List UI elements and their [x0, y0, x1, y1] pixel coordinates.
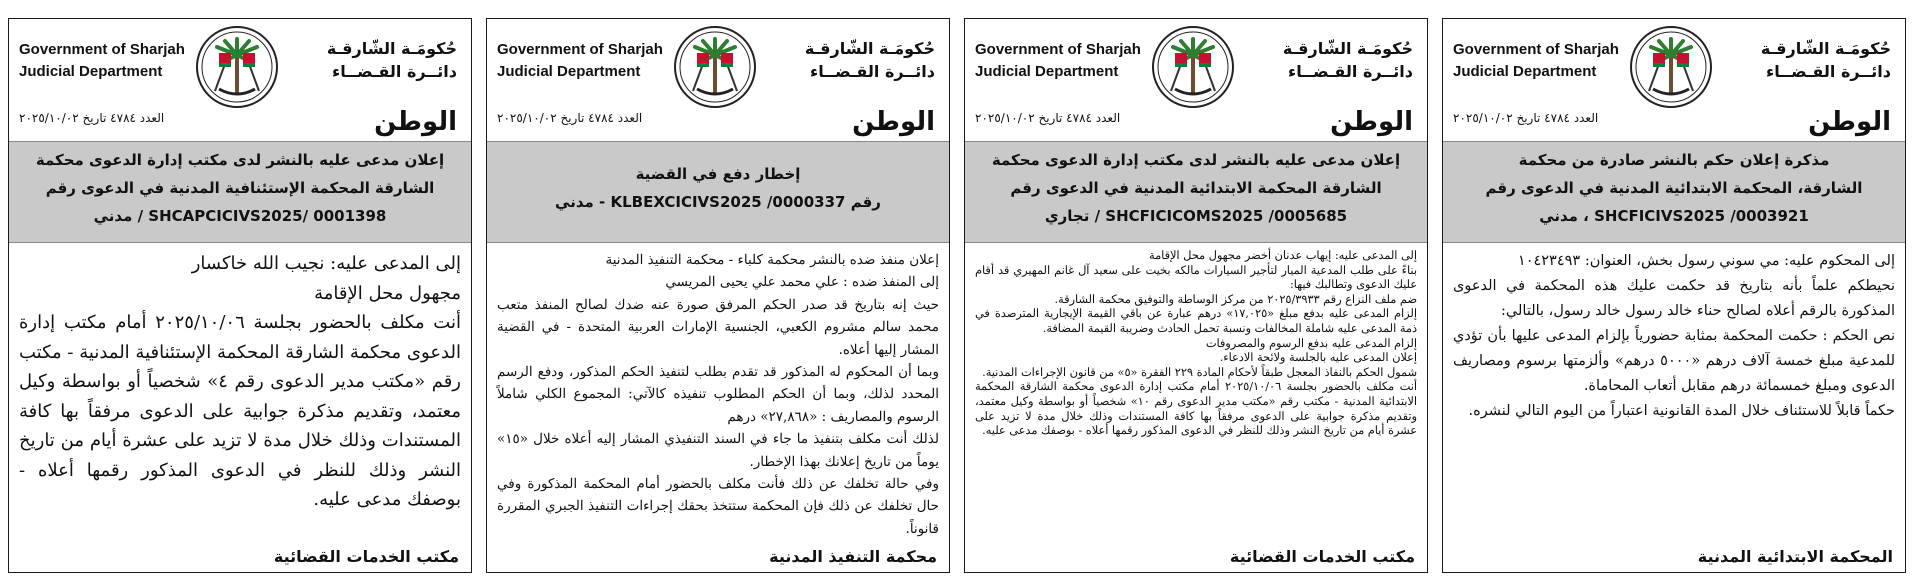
sharjah-emblem-icon — [1151, 25, 1235, 109]
title-line: إعلان مدعى عليه بالنشر لدى مكتب إدارة الدعوى محكمة — [35, 151, 445, 169]
gov-en-line1: Government of Sharjah — [975, 41, 1141, 58]
title-line: SHCAPCICIVS2025/ 0001398 / مدني — [93, 207, 387, 225]
notice-judgment-civil — [1442, 18, 1906, 573]
notice-title — [487, 141, 949, 243]
body-paragraph: مجهول محل الإقامة — [314, 282, 461, 304]
gov-ar-line2: دائــرة القـضــاء — [1288, 62, 1413, 81]
body-paragraph: إعلان المدعى عليه بالجلسة ولائحة الادعاء. — [1219, 351, 1417, 365]
body-paragraph: لذلك أنت مكلف بتنفيذ ما جاء في السند التنفيذي المشار إليه أعلاه خلال «١٥» يوماً من تاريخ إعلانك بهذا الإخطار. — [497, 431, 939, 470]
gov-en-line2: Judicial Department — [975, 63, 1119, 80]
title-line: SHCFICICOMS2025 /0005685 / تجاري — [1044, 207, 1348, 225]
notice-title — [1443, 141, 1905, 243]
title-line: رقم KLBEXCICIVS2025 /0000337 - مدني — [555, 193, 881, 211]
title-line: إخطار دفع في القضية — [635, 165, 801, 183]
gov-en-line2: Judicial Department — [1453, 63, 1597, 80]
gov-name-en — [19, 39, 185, 83]
notice-footer-signature: المحكمة الابتدائية المدنية — [1697, 547, 1893, 566]
body-paragraph: وفي حالة تخلفك عن ذلك فأنت مكلف بالحضور أمام المحكمة المذكورة وفي حال تخلفك عن ذلك فإن المحكمة ستتخذ بحقك إجراءات التنفيذ الجبري المقررة قانوناً. — [497, 476, 939, 537]
newspaper-brand: الوطن — [852, 107, 935, 137]
issue-number: العدد ٤٧٨٤ تاريخ ٢٠٢٥/١٠/٠٢ — [1453, 111, 1599, 125]
title-line: الشارقة المحكمة الإستئنافية المدنية في الدعوى رقم — [45, 179, 435, 197]
notice-title — [9, 141, 471, 243]
notice-commercial-case — [964, 18, 1428, 573]
gov-name-en — [497, 39, 663, 83]
notice-body — [9, 243, 471, 515]
body-paragraph: نص الحكم : حكمت المحكمة بمثابة حضورياً بإلزام المدعى عليها بأن تؤدي للمدعية مبلغ خمسة آلاف درهم «٥٠٠٠ درهم» وألزمتها برسوم ومصاريف الدعوى ومبلغ خمسمائة درهم مقابل أتعاب المحاماة. — [1453, 328, 1895, 394]
gov-name-en — [975, 39, 1141, 83]
gov-name-ar — [1283, 37, 1413, 83]
sharjah-emblem-icon — [195, 25, 279, 109]
body-paragraph: بناءً على طلب المدعية الميار لتأجير السيارات مالكه بخيت على سعيد آل غانم المهيري قد أقام عليك الدعوى وتطالبك فيها: — [975, 263, 1417, 292]
gov-en-line1: Government of Sharjah — [497, 41, 663, 58]
notice-body — [965, 243, 1427, 439]
gov-name-ar — [1761, 37, 1891, 83]
sharjah-emblem-icon — [1629, 25, 1713, 109]
newspaper-brand: الوطن — [1330, 107, 1413, 137]
gov-en-line1: Government of Sharjah — [1453, 41, 1619, 58]
body-paragraph: نحيطكم علماً بأنه بتاريخ قد حكمت عليك هذه المحكمة في الدعوى المذكورة بالرقم أعلاه لصالح حناء خالد رسول خالد رسول، بالتالي: — [1453, 278, 1895, 319]
body-paragraph: أنت مكلف بالحضور بجلسة ٢٠٢٥/١٠/٠٦ أمام مكتب إدارة الدعوى محكمة الشارقة المحكمة الإستئنافية المدنية - مكتب رقم «مكتب مدير الدعوى رقم ٤» شخصياً أو بواسطة وكيل معتمد، وتقديم مذكرة جوابية على الدعوى مرفقاً بها كافة المستندات وذلك خلال مدة لا تزيد على عشرة أيام من تاريخ النشر وذلك للنظر في الدعوى المذكور رقمها أعلاه - بوصفك مدعى عليه. — [19, 312, 461, 510]
notice-header — [9, 19, 471, 141]
gov-name-ar — [805, 37, 935, 83]
notice-appeal-court — [8, 18, 472, 573]
body-paragraph: إلى المدعى عليه: نجيب الله خاكسار — [191, 253, 461, 274]
issue-number: العدد ٤٧٨٤ تاريخ ٢٠٢٥/١٠/٠٢ — [975, 111, 1121, 125]
issue-number: العدد ٤٧٨٤ تاريخ ٢٠٢٥/١٠/٠٢ — [19, 111, 165, 125]
gov-en-line2: Judicial Department — [497, 63, 641, 80]
gov-ar-line2: دائــرة القـضــاء — [1766, 62, 1891, 81]
body-paragraph: شمول الحكم بالنفاذ المعجل طبقاً لأحكام المادة ٢٢٩ الفقرة «٥» من قانون الإجراءات المدنية. — [982, 365, 1417, 379]
title-line: مذكرة إعلان حكم بالنشر صادرة من محكمة — [1518, 151, 1830, 169]
gov-en-line2: Judicial Department — [19, 63, 163, 80]
notice-header — [487, 19, 949, 141]
gov-name-ar — [327, 37, 457, 83]
body-paragraph: إلى المحكوم عليه: مي سوني رسول بخش، العنوان: ١٠٤٢٣٤٩٣ — [1517, 253, 1895, 269]
body-paragraph: إلى المدعى عليه: إيهاب عدنان أخضر مجهول محل الإقامة — [1149, 249, 1417, 262]
issue-number: العدد ٤٧٨٤ تاريخ ٢٠٢٥/١٠/٠٢ — [497, 111, 643, 125]
body-paragraph: حكماً قابلاً للاستئناف خلال المدة القانونية اعتباراً من اليوم التالي لنشره. — [1468, 403, 1895, 419]
notice-body — [1443, 243, 1905, 424]
newspaper-brand: الوطن — [1808, 107, 1891, 137]
gov-ar-line1: حُكومَـة الشّارقـة — [1760, 39, 1891, 58]
title-line: الشارقة، المحكمة الابتدائية المدنية في الدعوى رقم — [1485, 179, 1863, 197]
body-paragraph: إلزام المدعى عليه بدفع الرسوم والمصروفات — [1205, 336, 1417, 350]
gov-ar-line1: حُكومَـة الشّارقـة — [1282, 39, 1413, 58]
notice-footer-signature: مكتب الخدمات القضائية — [273, 547, 459, 566]
notice-footer-signature: محكمة التنفيذ المدنية — [769, 547, 937, 566]
sharjah-emblem-icon — [673, 25, 757, 109]
title-line: إعلان مدعى عليه بالنشر لدى مكتب إدارة الدعوى محكمة — [991, 151, 1401, 169]
body-paragraph: ضم ملف النزاع رقم ٢٠٢٥/٣٩٣٣ من مركز الوساطة والتوفيق محكمة الشارقة. — [1054, 292, 1417, 306]
notice-execution-court — [486, 18, 950, 573]
notice-header — [1443, 19, 1905, 141]
gov-ar-line2: دائــرة القـضــاء — [332, 62, 457, 81]
newspaper-brand: الوطن — [374, 107, 457, 137]
gov-ar-line1: حُكومَـة الشّارقـة — [804, 39, 935, 58]
gov-name-en — [1453, 39, 1619, 83]
body-paragraph: وبما أن المحكوم له المذكور قد تقدم بطلب لتنفيذ الحكم المذكور، ودفع الرسم المحدد لذلك، وبما أن الحكم المطلوب تنفيذه كالآتي: المجموع الكلي شاملاً الرسوم والمصاريف : «٢٧,٨٦٨» درهم — [497, 364, 939, 425]
title-line: الشارقة المحكمة الابتدائية المدنية في الدعوى رقم — [1010, 179, 1382, 197]
notice-title — [965, 141, 1427, 243]
notice-body — [487, 243, 949, 540]
gov-ar-line1: حُكومَـة الشّارقـة — [326, 39, 457, 58]
body-paragraph: إعلان منفذ ضده بالنشر محكمة كلباء - محكمة التنفيذ المدنية — [605, 252, 939, 268]
gov-en-line1: Government of Sharjah — [19, 41, 185, 58]
title-line: SHCFICIVS2025 /0003921 ، مدني — [1539, 207, 1809, 225]
notice-footer-signature: مكتب الخدمات القضائية — [1229, 547, 1415, 566]
notice-header — [965, 19, 1427, 141]
body-paragraph: أنت مكلف بالحضور بجلسة ٢٠٢٥/١٠/٠٦ أمام مكتب إدارة الدعوى محكمة الشارقة المحكمة الابتدائية المدنية - مكتب رقم «مكتب مدير الدعوى رقم ١٠» شخصياً أو بواسطة وكيل معتمد، وتقديم مذكرة جوابية على الدعوى مرفقاً بها كافة المستندات وذلك خلال مدة لا تزيد على عشرة أيام من تاريخ النشر وذلك للنظر في الدعوى المذكور رقمها أعلاه - بوصفك مدعى عليه. — [975, 380, 1417, 438]
body-paragraph: حيث إنه بتاريخ قد صدر الحكم المرفق صورة عنه ضدك لصالح المنفذ متعب محمد سالم مشروم الكعبي، الجنسية الإمارات العربية المتحدة - في القضية المشار إليها أعلاه. — [497, 296, 939, 358]
body-paragraph: إلزام المدعى عليه بدفع مبلغ «١٧,٠٢٥» درهم عبارة عن باقي القيمة الإيجارية المترصدة في ذمة المدعى عليه شاملة المخالفات ونسبة تحمل الحادث وضريبة القيمة المضافة. — [975, 307, 1417, 335]
body-paragraph: إلى المنفذ ضده : علي محمد علي يحيى المريسي — [665, 274, 939, 291]
gov-ar-line2: دائــرة القـضــاء — [810, 62, 935, 81]
